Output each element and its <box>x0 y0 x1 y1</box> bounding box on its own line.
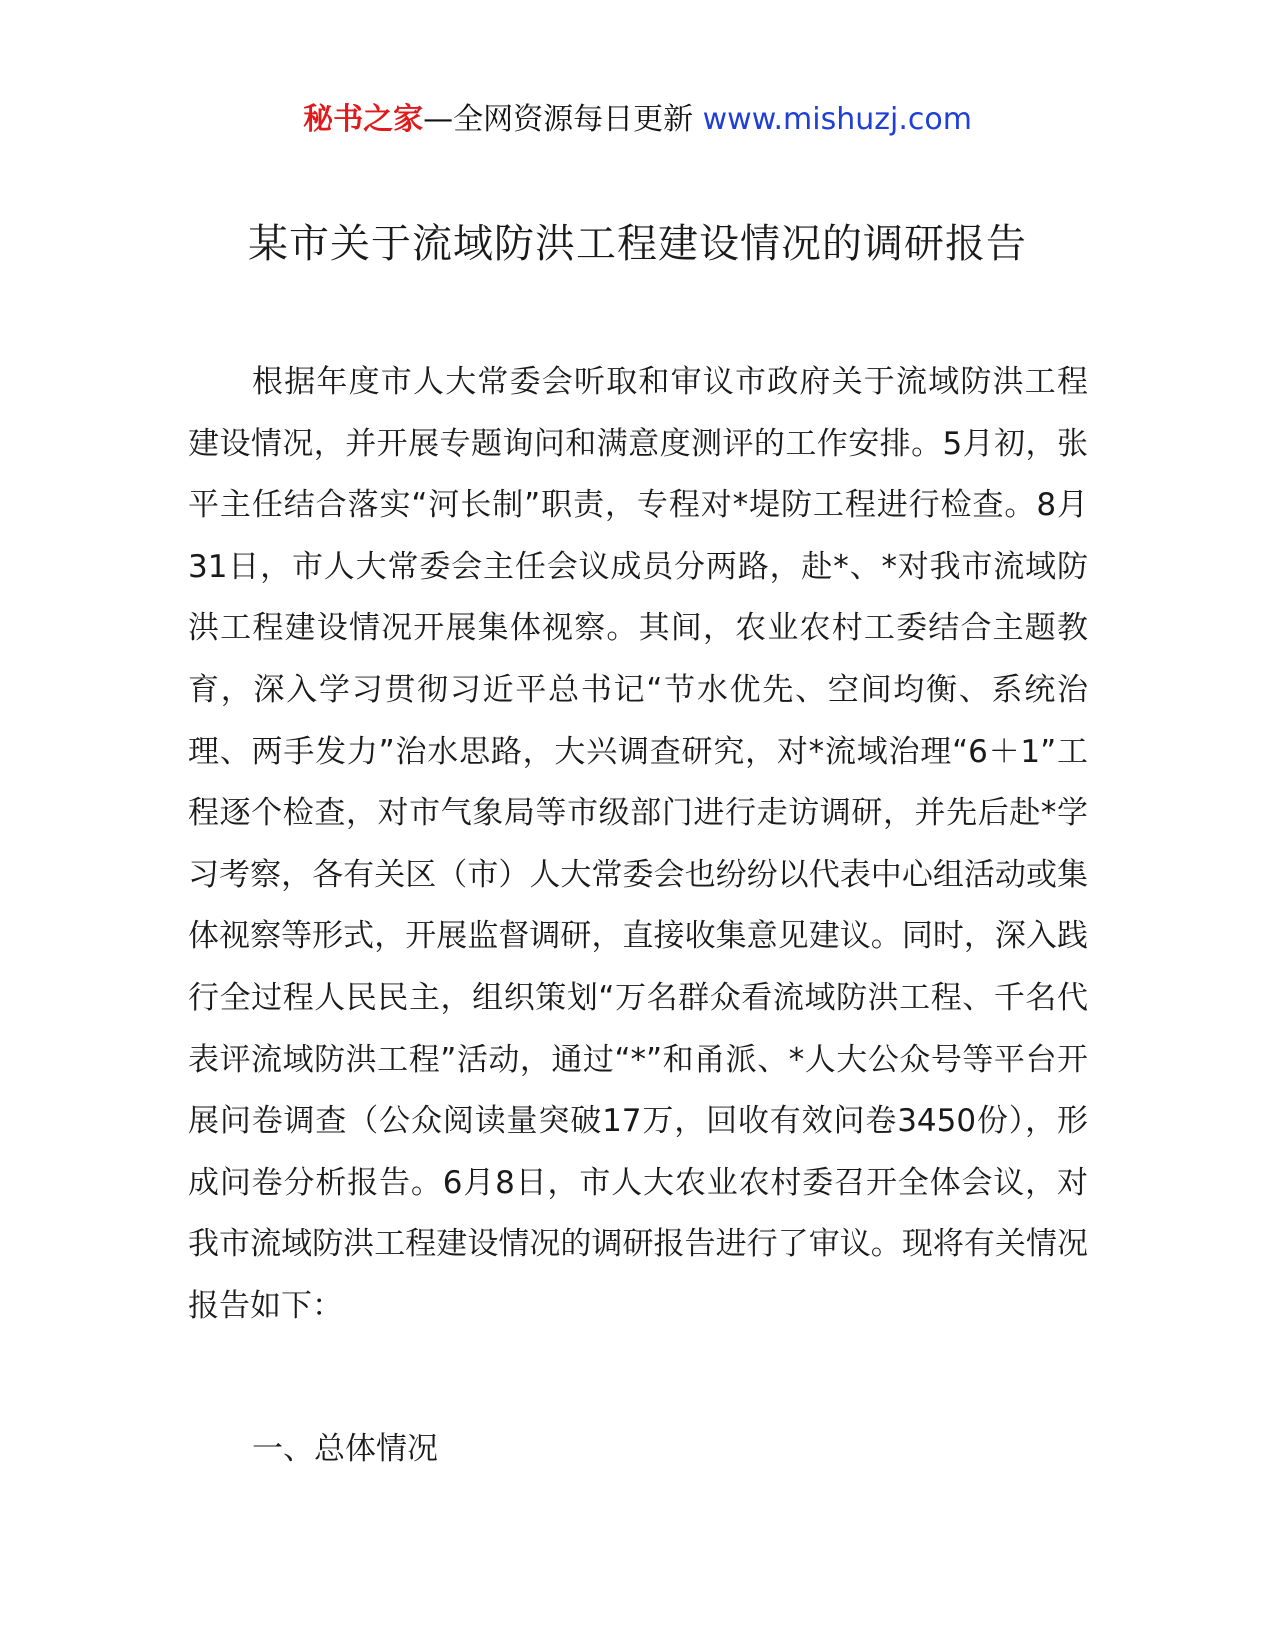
site-tagline: —全网资源每日更新 <box>423 102 703 137</box>
site-url-link[interactable]: www.mishuzj.com <box>702 102 972 137</box>
document-title: 某市关于流域防洪工程建设情况的调研报告 <box>248 221 1027 267</box>
site-header <box>0 100 1275 140</box>
body-paragraph: 根据年度市人大常委会听取和审议市政府关于流域防洪工程建设情况，并开展专题询问和满意度测评的工作安排。5月初，张平主任结合落实“河长制”职责，专程对*堤防工程进行检查。8月31日，市人大常委会主任会议成员分两路，赴*、*对我市流域防洪工程建设情况开展集体视察。其间，农业农村工委结合主题教育，深入学习贯彻习近平总书记“节水优先、空间均衡、系统治理、两手发力”治水思路，大兴调查研究，对*流域治理“6＋1”工程逐个检查，对市气象局等市级部门进行走访调研，并先后赴*学习考察，各有关区（市）人大常委会也纷纷以代表中心组活动或集体视察等形式，开展监督调研，直接收集意见建议。同时，深入践行全过程人民民主，组织策划“万名群众看流域防洪工程、千名代表评流域防洪工程”活动，通过“*”和甬派、*人大公众号等平台开展问卷调查（公众阅读量突破17万，回收有效问卷3450份），形成问卷分析报告。6月8日，市人大农业农村委召开全体会议，对我市流域防洪工程建设情况的调研报告进行了审议。现将有关情况报告如下： <box>188 364 1088 1324</box>
site-brand: 秘书之家 <box>303 102 424 137</box>
section-heading: 一、总体情况 <box>252 1431 438 1467</box>
